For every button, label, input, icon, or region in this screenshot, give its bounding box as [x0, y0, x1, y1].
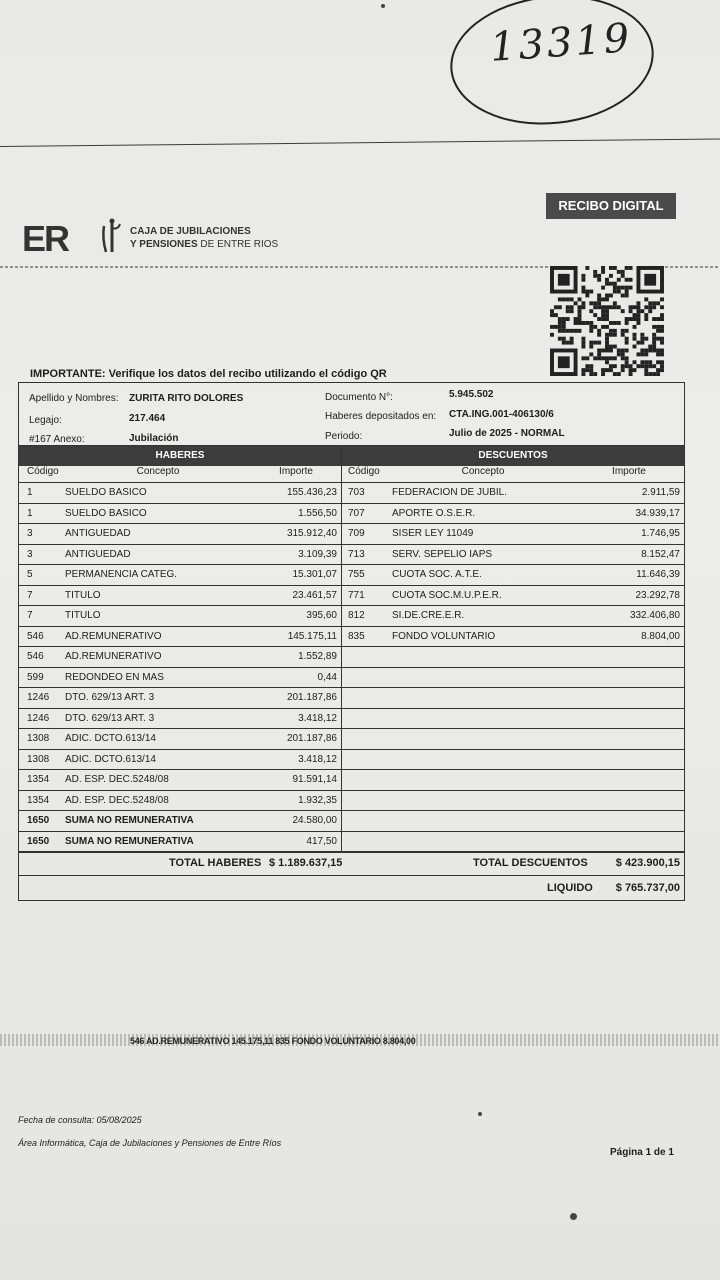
- cell-importe: 91.591,14: [292, 774, 337, 786]
- cell-importe: 3.418,12: [298, 712, 337, 724]
- table-row: [19, 586, 341, 607]
- haberes-title: HABERES: [19, 446, 341, 466]
- qr-code-icon: [550, 266, 664, 376]
- speck: [381, 4, 385, 8]
- cell-codigo: 3: [27, 548, 33, 560]
- recibo-digital-badge: RECIBO DIGITAL: [546, 193, 676, 219]
- periodo-label: Periodo:: [325, 431, 363, 442]
- table-row: [19, 668, 341, 689]
- cell-importe: 145.175,11: [287, 630, 337, 642]
- cell-codigo: 1246: [27, 692, 50, 704]
- cell-codigo: 1354: [27, 774, 50, 786]
- cell-concepto: FEDERACION DE JUBIL.: [392, 487, 508, 499]
- cell-concepto: SERV. SEPELIO IAPS: [392, 548, 493, 560]
- nombre-value: ZURITA RITO DOLORES: [129, 393, 244, 404]
- header-codigo: Código: [27, 466, 59, 477]
- cell-codigo: 1308: [27, 753, 50, 765]
- cell-concepto: AD. ESP. DEC.5248/08: [65, 774, 169, 786]
- table-row: [19, 791, 341, 812]
- qr-notice: IMPORTANTE: Verifique los datos del recibo utilizando el código QR: [30, 368, 387, 380]
- cell-concepto: APORTE O.S.E.R.: [392, 507, 476, 519]
- cell-codigo: 707: [348, 507, 365, 519]
- cell-concepto: SUMA NO REMUNERATIVA: [65, 835, 194, 847]
- table-row: [19, 565, 341, 586]
- cell-codigo: 703: [348, 487, 365, 499]
- table-row: [342, 647, 684, 668]
- speck: [478, 1112, 482, 1116]
- cell-codigo: 1246: [27, 712, 50, 724]
- total-descuentos-label: TOTAL DESCUENTOS: [473, 857, 588, 869]
- cell-codigo: 7: [27, 589, 33, 601]
- table-row: [342, 770, 684, 791]
- cell-importe: 201.187,86: [286, 733, 337, 745]
- cell-concepto: SUMA NO REMUNERATIVA: [65, 815, 194, 827]
- cell-concepto: DTO. 629/13 ART. 3: [65, 712, 155, 724]
- totals-row: [19, 852, 684, 875]
- haberes-column: [19, 445, 342, 852]
- cell-codigo: 546: [27, 651, 44, 663]
- table-row: [342, 729, 684, 750]
- header-concepto: Concepto: [461, 466, 505, 477]
- table-row: [19, 627, 341, 648]
- cell-concepto: FONDO VOLUNTARIO: [392, 630, 496, 642]
- cell-codigo: 1: [27, 507, 33, 519]
- cell-concepto: AD.REMUNERATIVO: [65, 630, 162, 642]
- table-row: [19, 709, 341, 730]
- periodo-value: Julio de 2025 - NORMAL: [449, 428, 565, 439]
- handwritten-number: 13319: [488, 15, 634, 71]
- table-row: [342, 811, 684, 832]
- descuentos-rows: [342, 483, 684, 852]
- table-row: [342, 524, 684, 545]
- liquido-value: $ 765.737,00: [615, 882, 680, 894]
- items-table: [19, 445, 684, 852]
- cell-importe: 1.552,89: [298, 651, 337, 663]
- cell-codigo: 771: [348, 589, 365, 601]
- cell-codigo: 1650: [27, 815, 50, 827]
- fecha-consulta: Fecha de consulta: 05/08/2025: [18, 1115, 142, 1125]
- cell-concepto: DTO. 629/13 ART. 3: [65, 692, 155, 704]
- cell-codigo: 1: [27, 487, 33, 499]
- total-descuentos-value: $ 423.900,15: [615, 857, 680, 869]
- cell-codigo: 3: [27, 528, 33, 540]
- cell-importe: 2.911,59: [641, 487, 680, 499]
- anexo-value: Jubilación: [129, 433, 179, 444]
- table-row: [19, 504, 341, 525]
- table-row: [342, 709, 684, 730]
- fold-line: [0, 138, 720, 147]
- cell-importe: 11.646,39: [636, 569, 680, 581]
- table-row: [19, 770, 341, 791]
- beneficiary-info: [19, 383, 684, 445]
- total-haberes-label: TOTAL HABERES: [169, 857, 262, 869]
- legajo-label: Legajo:: [29, 415, 62, 426]
- cell-importe: 24.580,00: [292, 815, 337, 827]
- cell-importe: 3.109,39: [298, 548, 337, 560]
- cell-importe: 23.292,78: [635, 589, 680, 601]
- cell-codigo: 1354: [27, 794, 50, 806]
- cell-codigo: 812: [348, 610, 365, 622]
- logo-line-2-bold: Y PENSIONES: [130, 239, 198, 250]
- header-concepto: Concepto: [136, 466, 180, 477]
- haberes-rows: [19, 483, 341, 852]
- liquido-label: LIQUIDO: [547, 882, 593, 894]
- cell-concepto: TITULO: [65, 589, 101, 601]
- header-importe: Importe: [279, 466, 313, 477]
- table-row: [342, 586, 684, 607]
- table-row: [342, 688, 684, 709]
- area-informatica: Área Informática, Caja de Jubilaciones y Pensiones de Entre Ríos: [18, 1138, 282, 1148]
- cell-concepto: AD. ESP. DEC.5248/08: [65, 794, 169, 806]
- logo-line-1: CAJA DE JUBILACIONES: [130, 226, 251, 237]
- cell-importe: 15.301,07: [292, 569, 337, 581]
- logo-initials: ER: [22, 218, 69, 259]
- documento-label: Documento N°:: [325, 392, 393, 403]
- cell-importe: 23.461,57: [292, 589, 337, 601]
- table-row: [342, 483, 684, 504]
- cell-codigo: 7: [27, 610, 33, 622]
- speck: [570, 1213, 577, 1220]
- haberes-header-row: [19, 466, 341, 483]
- cell-codigo: 713: [348, 548, 365, 560]
- table-row: [342, 627, 684, 648]
- cell-concepto: CUOTA SOC.M.U.P.E.R.: [392, 589, 502, 601]
- cell-codigo: 1308: [27, 733, 50, 745]
- cell-concepto: SUELDO BASICO: [65, 507, 147, 519]
- table-row: [19, 688, 341, 709]
- table-row: [19, 545, 341, 566]
- cell-importe: 201.187,86: [286, 692, 337, 704]
- table-row: [342, 791, 684, 812]
- cell-importe: 395,60: [306, 610, 337, 622]
- cell-importe: 0,44: [317, 671, 337, 683]
- cell-importe: 417,50: [306, 835, 337, 847]
- cell-concepto: PERMANENCIA CATEG.: [65, 569, 178, 581]
- table-row: [19, 483, 341, 504]
- table-row: [342, 545, 684, 566]
- cell-codigo: 755: [348, 569, 365, 581]
- table-row: [19, 832, 341, 853]
- cell-codigo: 709: [348, 528, 365, 540]
- header-codigo: Código: [348, 466, 380, 477]
- documento-value: 5.945.502: [449, 389, 494, 400]
- cell-importe: 3.418,12: [298, 753, 337, 765]
- cell-codigo: 599: [27, 671, 44, 683]
- descuentos-header-row: [342, 466, 684, 483]
- haberes-deposit-value: CTA.ING.001-406130/6: [449, 409, 554, 420]
- cell-concepto: ANTIGUEDAD: [65, 528, 131, 540]
- table-row: [19, 647, 341, 668]
- liquido-row: [19, 875, 684, 900]
- scan-smear-text: 546 AD.REMUNERATIVO 145.175,11 835 FONDO VOLUNTARIO 8.804,00: [130, 1036, 416, 1046]
- logo-line-2-rest: DE ENTRE RIOS: [197, 239, 279, 250]
- cell-importe: 1.746,95: [641, 528, 680, 540]
- cell-concepto: SISER LEY 11049: [392, 528, 474, 540]
- cell-concepto: ADIC. DCTO.613/14: [65, 733, 156, 745]
- total-haberes-value: $ 1.189.637,15: [269, 857, 343, 869]
- cell-importe: 8.152,47: [641, 548, 680, 560]
- cell-concepto: SI.DE.CRE.E.R.: [392, 610, 465, 622]
- table-row: [19, 750, 341, 771]
- cell-concepto: REDONDEO EN MAS: [65, 671, 164, 683]
- table-row: [342, 750, 684, 771]
- table-row: [342, 832, 684, 853]
- cell-concepto: CUOTA SOC. A.T.E.: [392, 569, 482, 581]
- cell-concepto: AD.REMUNERATIVO: [65, 651, 162, 663]
- logo-line-2: [130, 239, 278, 250]
- anexo-label: #167 Anexo:: [29, 434, 85, 445]
- table-row: [342, 504, 684, 525]
- receipt-table: [18, 382, 685, 901]
- cell-importe: 34.939,17: [635, 507, 680, 519]
- descuentos-title: DESCUENTOS: [342, 446, 684, 466]
- descuentos-column: [342, 445, 684, 852]
- cell-concepto: SUELDO BASICO: [65, 487, 147, 499]
- table-row: [342, 668, 684, 689]
- cell-importe: 1.932,35: [298, 794, 337, 806]
- nombre-label: Apellido y Nombres:: [29, 393, 119, 404]
- cell-importe: 315.912,40: [286, 528, 337, 540]
- cell-codigo: 1650: [27, 835, 50, 847]
- logo-figure-icon: [100, 218, 122, 254]
- haberes-deposit-label: Haberes depositados en:: [325, 411, 437, 422]
- cell-codigo: 546: [27, 630, 44, 642]
- table-row: [19, 729, 341, 750]
- page-number: Página 1 de 1: [610, 1147, 674, 1158]
- cell-importe: 155.436,23: [286, 487, 337, 499]
- table-row: [19, 606, 341, 627]
- cell-importe: 8.804,00: [641, 630, 680, 642]
- table-row: [342, 565, 684, 586]
- header-importe: Importe: [612, 466, 646, 477]
- table-row: [342, 606, 684, 627]
- cell-importe: 332.406,80: [629, 610, 680, 622]
- table-row: [19, 811, 341, 832]
- legajo-value: 217.464: [129, 413, 166, 424]
- table-row: [19, 524, 341, 545]
- cell-concepto: TITULO: [65, 610, 101, 622]
- cell-codigo: 5: [27, 569, 33, 581]
- cell-concepto: ANTIGUEDAD: [65, 548, 131, 560]
- cell-codigo: 835: [348, 630, 365, 642]
- cell-importe: 1.556,50: [298, 507, 337, 519]
- cell-concepto: ADIC. DCTO.613/14: [65, 753, 156, 765]
